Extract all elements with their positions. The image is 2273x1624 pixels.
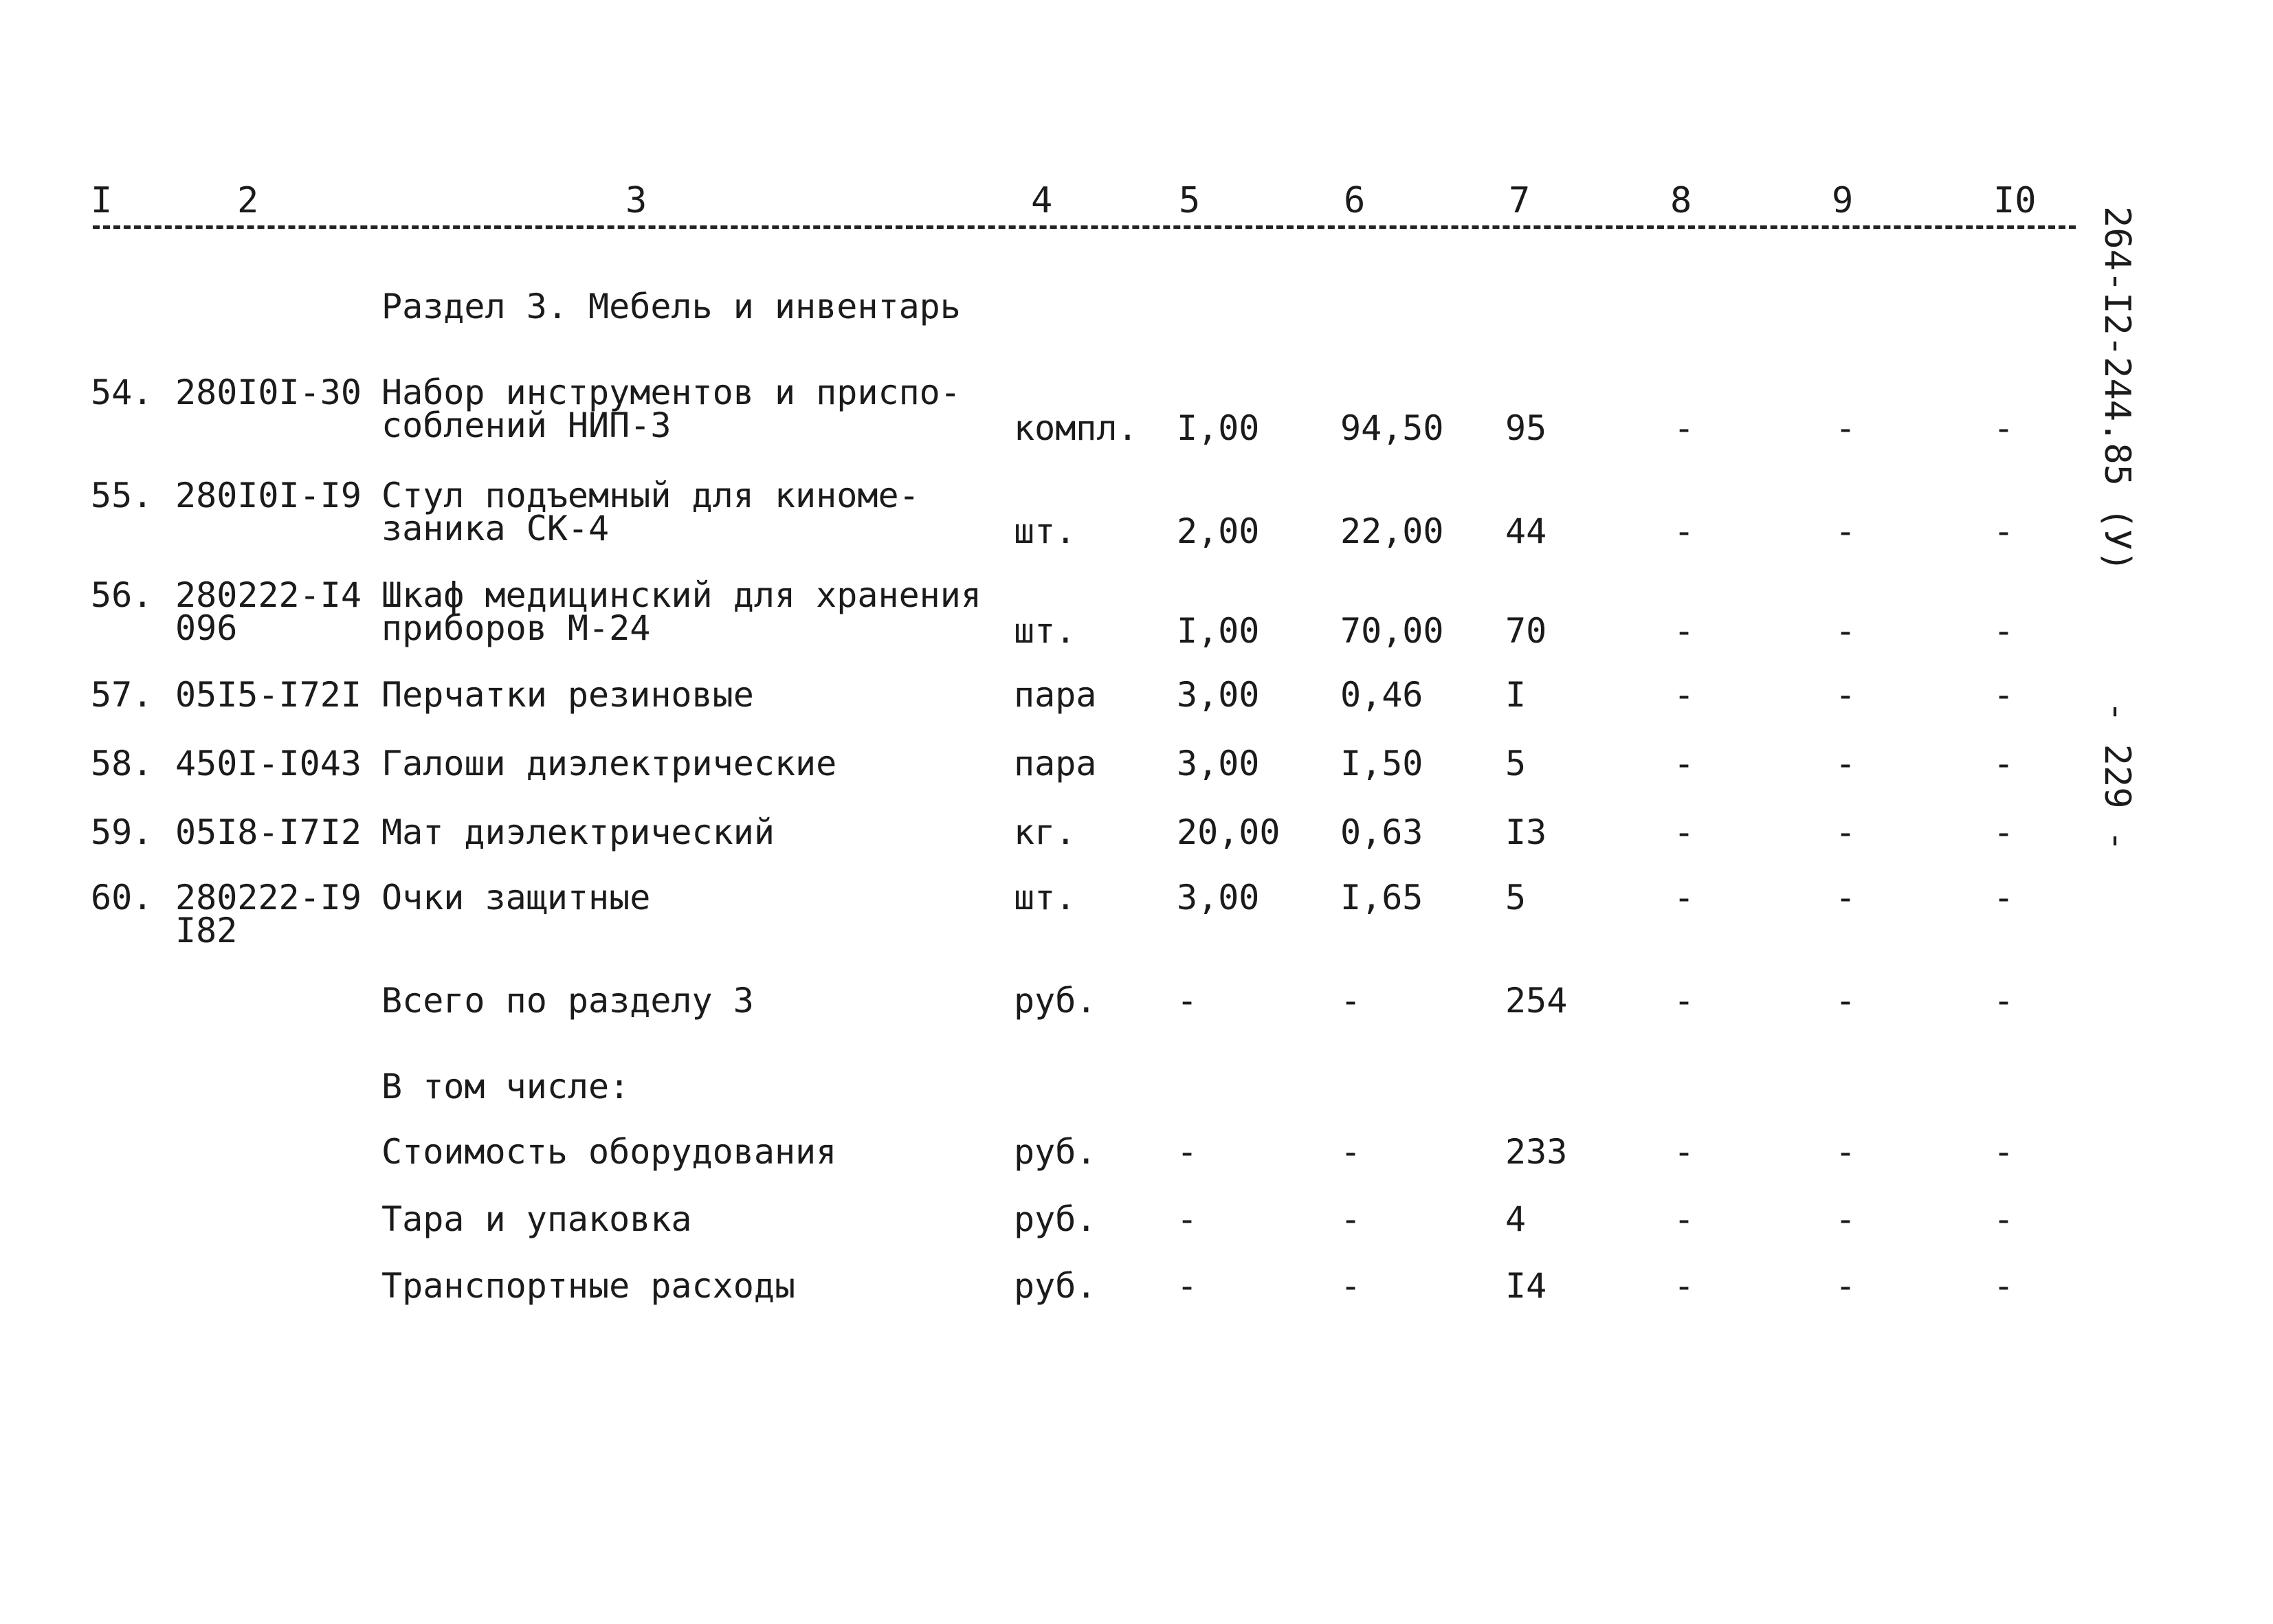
row-unit: шт. xyxy=(1014,611,1076,651)
summary-col-8: - xyxy=(1674,1266,1695,1306)
summary-total: I4 xyxy=(1505,1266,1547,1306)
row-total: 5 xyxy=(1505,878,1527,917)
row-quantity: 3,00 xyxy=(1177,675,1260,715)
row-unit: кг. xyxy=(1014,812,1076,852)
row-total: I3 xyxy=(1505,812,1547,852)
header-col-9: 9 xyxy=(1832,180,1854,221)
header-col-5: 5 xyxy=(1179,180,1201,221)
summary-quantity: - xyxy=(1177,981,1198,1021)
summary-col-9: - xyxy=(1835,981,1856,1021)
row-col-9: - xyxy=(1835,408,1856,448)
summary-quantity: - xyxy=(1177,1266,1198,1306)
row-col-10: - xyxy=(1993,878,2015,917)
summary-col-9: - xyxy=(1835,1266,1856,1306)
row-col-9: - xyxy=(1835,812,1856,852)
row-price: 22,00 xyxy=(1340,511,1444,551)
row-name: соблений НИП-3 xyxy=(381,405,672,445)
summary-price: - xyxy=(1340,981,1362,1021)
header-col-4: 4 xyxy=(1031,180,1053,221)
row-col-9: - xyxy=(1835,744,1856,783)
row-price: 0,63 xyxy=(1340,812,1423,852)
row-unit: шт. xyxy=(1014,878,1076,917)
row-col-8: - xyxy=(1674,812,1695,852)
row-code: 280222-I9 xyxy=(175,878,362,917)
row-quantity: 3,00 xyxy=(1177,744,1260,783)
row-col-9: - xyxy=(1835,675,1856,715)
row-col-8: - xyxy=(1674,744,1695,783)
row-total: 5 xyxy=(1505,744,1527,783)
summary-unit: руб. xyxy=(1014,1199,1097,1239)
row-code: 280I0I-I9 xyxy=(175,476,362,515)
header-col-10: I0 xyxy=(1993,180,2037,221)
summary-col-8: - xyxy=(1674,1199,1695,1239)
row-price: 94,50 xyxy=(1340,408,1444,448)
header-col-1: I xyxy=(91,180,113,221)
row-name: Мат диэлектрический xyxy=(381,812,775,852)
row-col-8: - xyxy=(1674,675,1695,715)
summary-label: Всего по разделу 3 xyxy=(381,981,754,1021)
row-code: 280222-I4 xyxy=(175,575,362,615)
row-price: I,65 xyxy=(1340,878,1423,917)
header-col-6: 6 xyxy=(1344,180,1366,221)
summary-col-8: - xyxy=(1674,981,1695,1021)
row-name: Шкаф медицинский для хранения xyxy=(381,575,982,615)
summary-col-10: - xyxy=(1993,1199,2015,1239)
summary-col-9: - xyxy=(1835,1132,1856,1172)
header-divider xyxy=(93,225,2076,229)
row-price: I,50 xyxy=(1340,744,1423,783)
row-name: Галоши диэлектрические xyxy=(381,744,837,783)
summary-label: Транспортные расходы xyxy=(381,1266,796,1306)
row-total: 95 xyxy=(1505,408,1547,448)
row-col-8: - xyxy=(1674,408,1695,448)
summary-col-10: - xyxy=(1993,981,2015,1021)
row-name: Набор инструментов и приспо- xyxy=(381,372,961,412)
row-number: 56. xyxy=(91,575,153,615)
row-col-10: - xyxy=(1993,675,2015,715)
row-price: 0,46 xyxy=(1340,675,1423,715)
header-col-2: 2 xyxy=(237,180,259,221)
header-col-3: 3 xyxy=(625,180,647,221)
summary-unit: руб. xyxy=(1014,1132,1097,1172)
summary-col-9: - xyxy=(1835,1199,1856,1239)
row-col-8: - xyxy=(1674,611,1695,651)
row-col-9: - xyxy=(1835,511,1856,551)
row-total: 44 xyxy=(1505,511,1547,551)
summary-total: 4 xyxy=(1505,1199,1527,1239)
row-code: 450I-I043 xyxy=(175,744,362,783)
summary-label: Стоимость оборудования xyxy=(381,1132,837,1172)
row-unit: шт. xyxy=(1014,511,1076,551)
summary-price: - xyxy=(1340,1266,1362,1306)
row-number: 59. xyxy=(91,812,153,852)
summary-price: - xyxy=(1340,1199,1362,1239)
row-col-10: - xyxy=(1993,812,2015,852)
summary-label: Тара и упаковка xyxy=(381,1199,692,1239)
header-col-8: 8 xyxy=(1670,180,1692,221)
row-number: 55. xyxy=(91,476,153,515)
row-col-10: - xyxy=(1993,408,2015,448)
row-code: 096 xyxy=(175,608,238,648)
summary-unit: руб. xyxy=(1014,1266,1097,1306)
row-col-9: - xyxy=(1835,878,1856,917)
page-side-label: 264-I2-244.85 (У) - 229 - xyxy=(2096,206,2138,852)
row-name: Стул подъемный для киноме- xyxy=(381,476,920,515)
row-col-10: - xyxy=(1993,611,2015,651)
header-col-7: 7 xyxy=(1509,180,1531,221)
summary-quantity: - xyxy=(1177,1132,1198,1172)
row-quantity: 3,00 xyxy=(1177,878,1260,917)
row-number: 58. xyxy=(91,744,153,783)
row-name: Перчатки резиновые xyxy=(381,675,754,715)
row-number: 54. xyxy=(91,372,153,412)
row-quantity: I,00 xyxy=(1177,408,1260,448)
row-unit: пара xyxy=(1014,675,1097,715)
row-name: приборов М-24 xyxy=(381,608,651,648)
row-col-9: - xyxy=(1835,611,1856,651)
row-col-10: - xyxy=(1993,511,2015,551)
section-title: Раздел 3. Мебель и инвентарь xyxy=(381,287,961,326)
row-total: 70 xyxy=(1505,611,1547,651)
row-code: 280I0I-30 xyxy=(175,372,362,412)
summary-total: 254 xyxy=(1505,981,1568,1021)
summary-total: 233 xyxy=(1505,1132,1568,1172)
summary-col-10: - xyxy=(1993,1132,2015,1172)
summary-unit: руб. xyxy=(1014,981,1097,1021)
row-name: заника СК-4 xyxy=(381,509,610,548)
row-code: 05I8-I7I2 xyxy=(175,812,362,852)
row-col-8: - xyxy=(1674,878,1695,917)
row-name: Очки защитные xyxy=(381,878,651,917)
row-code: I82 xyxy=(175,911,238,950)
summary-col-10: - xyxy=(1993,1266,2015,1306)
row-unit: компл. xyxy=(1014,408,1138,448)
row-quantity: 2,00 xyxy=(1177,511,1260,551)
row-unit: пара xyxy=(1014,744,1097,783)
row-quantity: 20,00 xyxy=(1177,812,1280,852)
summary-label: В том числе: xyxy=(381,1067,630,1106)
summary-quantity: - xyxy=(1177,1199,1198,1239)
row-col-8: - xyxy=(1674,511,1695,551)
row-price: 70,00 xyxy=(1340,611,1444,651)
summary-price: - xyxy=(1340,1132,1362,1172)
row-total: I xyxy=(1505,675,1527,715)
summary-col-8: - xyxy=(1674,1132,1695,1172)
row-code: 05I5-I72I xyxy=(175,675,362,715)
row-quantity: I,00 xyxy=(1177,611,1260,651)
row-number: 60. xyxy=(91,878,153,917)
row-col-10: - xyxy=(1993,744,2015,783)
row-number: 57. xyxy=(91,675,153,715)
